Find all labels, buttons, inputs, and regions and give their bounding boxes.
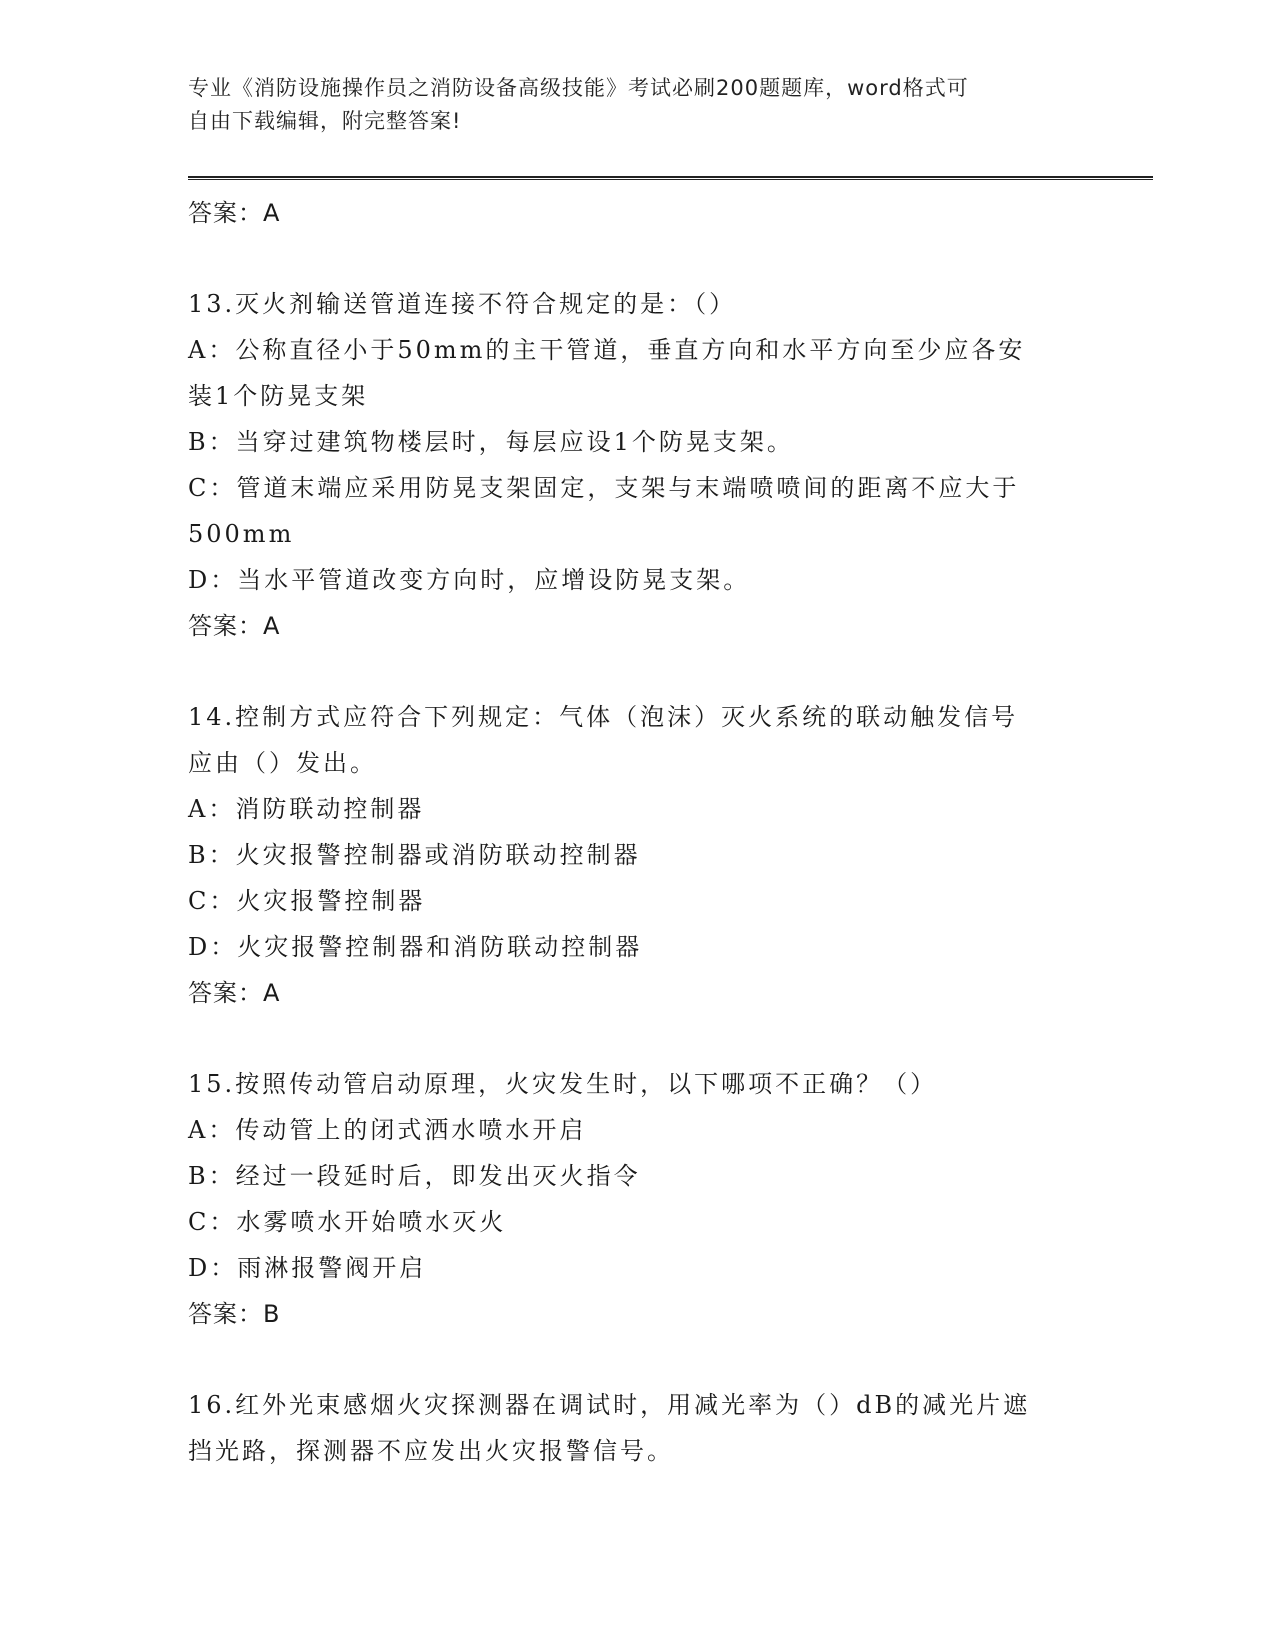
answer-line: 答案：A xyxy=(188,199,281,227)
option-b: B：火灾报警控制器或消防联动控制器 xyxy=(188,841,641,869)
option-a-continued: 装1个防晃支架 xyxy=(188,382,369,410)
header-line-1: 专业《消防设施操作员之消防设备高级技能》考试必刷200题题库，word格式可 xyxy=(188,76,969,100)
answer-line: 答案：A xyxy=(188,612,281,640)
document-header xyxy=(188,72,1088,138)
option-a: A：消防联动控制器 xyxy=(188,795,425,823)
spacer xyxy=(188,1337,1088,1382)
option-b: B：当穿过建筑物楼层时，每层应设1个防晃支架。 xyxy=(188,428,794,456)
option-c: C：水雾喷水开始喷水灭火 xyxy=(188,1208,507,1236)
question-stem: 14.控制方式应符合下列规定：气体（泡沫）灭火系统的联动触发信号 xyxy=(188,703,1019,731)
option-c-continued: 500mm xyxy=(188,520,295,548)
question-stem-continued: 挡光路，探测器不应发出火灾报警信号。 xyxy=(188,1437,674,1465)
spacer xyxy=(188,1016,1088,1061)
option-a: A：公称直径小于50mm的主干管道，垂直方向和水平方向至少应各安 xyxy=(188,336,1026,364)
header-line-2: 自由下载编辑，附完整答案! xyxy=(188,109,462,133)
question-16 xyxy=(188,1382,1088,1474)
question-stem: 15.按照传动管启动原理，火灾发生时，以下哪项不正确？（） xyxy=(188,1070,938,1098)
option-d: D：当水平管道改变方向时，应增设防晃支架。 xyxy=(188,566,751,594)
question-14 xyxy=(188,694,1088,1016)
header-divider xyxy=(188,176,1153,180)
question-13 xyxy=(188,281,1088,649)
question-stem-continued: 应由（）发出。 xyxy=(188,749,377,777)
spacer xyxy=(188,236,1088,281)
question-15 xyxy=(188,1061,1088,1337)
spacer xyxy=(188,649,1088,694)
option-d: D：火灾报警控制器和消防联动控制器 xyxy=(188,933,643,961)
question-stem: 13.灭火剂输送管道连接不符合规定的是：（） xyxy=(188,290,737,318)
option-b: B：经过一段延时后，即发出灭火指令 xyxy=(188,1162,641,1190)
document-body xyxy=(188,190,1088,1474)
option-d: D：雨淋报警阀开启 xyxy=(188,1254,427,1282)
answer-line: 答案：A xyxy=(188,979,281,1007)
option-a: A：传动管上的闭式洒水喷水开启 xyxy=(188,1116,587,1144)
option-c: C：管道末端应采用防晃支架固定，支架与末端喷喷间的距离不应大于 xyxy=(188,474,1020,502)
question-stem: 16.红外光束感烟火灾探测器在调试时，用减光率为（）dB的减光片遮 xyxy=(188,1391,1031,1419)
answer-line: 答案：B xyxy=(188,1300,281,1328)
option-c: C：火灾报警控制器 xyxy=(188,887,426,915)
